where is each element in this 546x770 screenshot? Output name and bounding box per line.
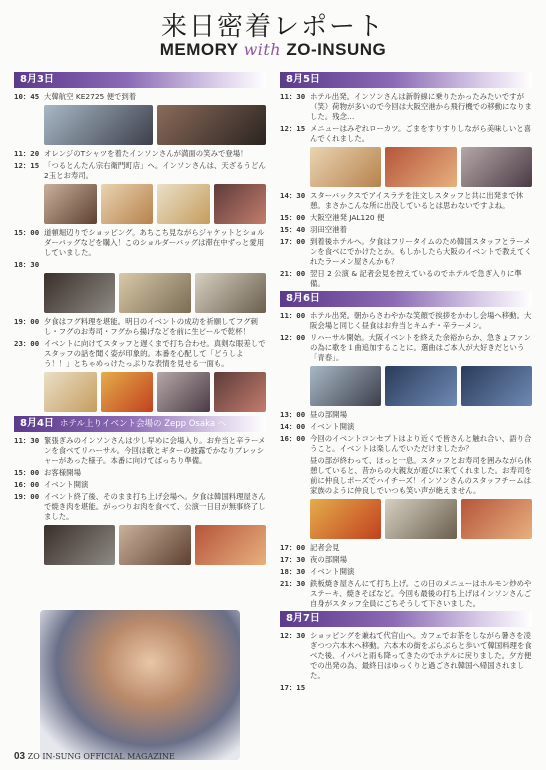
time: 14：30 xyxy=(280,191,306,200)
desc: ホテル出発。インソンさんは新幹線に乗りたかったみたいですが（笑）荷物が多いので今回は大阪空港から飛行機での移動になりました。残念… xyxy=(310,92,532,121)
time: 12：30 xyxy=(280,631,306,640)
desc: 大韓航空 KE2725 便で到着 xyxy=(44,92,137,101)
right-column xyxy=(280,72,532,695)
desc: オレンジのTシャツを着たインソンさんが満面の笑みで登場！ xyxy=(44,149,248,158)
photo xyxy=(157,184,210,224)
time: 10：45 xyxy=(14,92,40,101)
time: 11：30 xyxy=(280,92,306,101)
page-footer xyxy=(14,751,175,762)
time: 16：00 xyxy=(280,434,306,443)
time: 12：00 xyxy=(280,333,306,342)
schedule-row xyxy=(280,92,532,122)
desc: 緊張ぎみのインソンさんは少し早めに会場入り。お弁当と辛ラーメンを食べてリハーサル。今回は歌とギターの披露でかなりプレッシャーがあった様子。本番に向けてばっちり準備。 xyxy=(44,436,266,465)
schedule-row xyxy=(280,567,532,577)
photo xyxy=(44,184,97,224)
time: 18：30 xyxy=(280,567,306,576)
time: 12：15 xyxy=(14,161,40,170)
desc: お客様開場 xyxy=(44,468,81,477)
desc: 鉄板焼き屋さんにて打ち上げ。この日のメニューはホルモン炒めやステーキ、焼きそばなど。今回も最後の打ち上げはインソンさんご自身がスタッフ全員にごちそうして下さいました。 xyxy=(310,579,532,608)
photo xyxy=(385,499,456,539)
time: 11：30 xyxy=(14,436,40,445)
photo-strip xyxy=(44,184,266,224)
day-header-aug3 xyxy=(14,72,266,88)
photo xyxy=(461,499,532,539)
subtitle-pre: MEMORY xyxy=(159,40,244,59)
desc: ショッピングを兼ねて代官山へ。カフェでお茶をしながら暑さを凌ぎつつ六本木へ移動。六本木の街をぶらぶらと歩いて韓国料理を食べた後、イパパと雨も降ってきたのでホテルに戻りました。夕方便での出発の為、最終日はゆっくりと過ごされ韓国へ帰国されました。 xyxy=(310,631,532,680)
photo xyxy=(157,105,266,145)
time: 17：30 xyxy=(280,555,306,564)
desc: 夕食はフグ料理を堪能。明日のイベントの成功を祈願してフグ刺し・フグのお寿司・フグから揚げなどを前に生ビールで乾杯！ xyxy=(44,317,258,336)
schedule-row xyxy=(280,237,532,267)
photo xyxy=(214,184,267,224)
schedule-row xyxy=(14,149,266,159)
portrait-photo xyxy=(40,610,240,760)
day-header-aug5 xyxy=(280,72,532,88)
day-header-aug6 xyxy=(280,291,532,307)
desc: 道頓堀辺りでショッピング。あちこち見ながらジャケットとショルダーバッグなどを購入！このショルダーバッグは滞在中ずっと愛用していました。 xyxy=(44,228,265,257)
desc xyxy=(310,683,532,693)
desc: ホテル出発。朝からさわやかな笑顔で挨拶をかわし会場へ移動。大阪会場と同じく昼食はお弁当とキムチ・辛ラーメン。 xyxy=(310,311,532,330)
time: 14：00 xyxy=(280,422,306,431)
schedule-row xyxy=(280,555,532,565)
desc: イベント開演 xyxy=(310,567,355,576)
photo xyxy=(385,147,456,187)
time: 19：00 xyxy=(14,492,40,501)
schedule-row xyxy=(280,191,532,211)
photo-strip xyxy=(310,366,532,406)
schedule-row xyxy=(280,311,532,331)
day-label: 8月6日 xyxy=(286,293,320,304)
photo xyxy=(44,525,115,565)
time xyxy=(280,456,310,496)
photo xyxy=(157,372,210,412)
page-title: 来日密着レポート xyxy=(160,12,385,42)
desc: 昼の部開場 xyxy=(310,410,347,419)
desc: イベント終了後、そのまま打ち上げ会場へ。夕食は韓国料理屋さんで焼き肉を堪能。がっつりお肉を食べて、公演一日目が無事終了しました。 xyxy=(44,492,266,521)
photo-strip xyxy=(44,105,266,145)
desc: イベント開演 xyxy=(310,422,355,431)
schedule-row xyxy=(280,213,532,223)
photo xyxy=(44,273,115,313)
day-sub: ホテル上りイベント会場の Zepp Osaka へ xyxy=(59,419,227,429)
schedule-row xyxy=(280,579,532,609)
photo xyxy=(101,372,154,412)
day-label: 8月5日 xyxy=(286,74,320,85)
schedule-row xyxy=(280,631,532,681)
day-label: 8月7日 xyxy=(286,613,320,624)
photo xyxy=(195,525,266,565)
desc: 記者会見 xyxy=(310,543,340,552)
schedule-row xyxy=(14,480,266,490)
schedule-row xyxy=(14,317,266,337)
schedule-row xyxy=(280,124,532,144)
desc xyxy=(44,260,266,270)
time: 17：00 xyxy=(280,543,306,552)
time: 11：20 xyxy=(14,149,40,158)
page-number: 03 xyxy=(14,751,26,762)
time: 23：00 xyxy=(14,339,40,348)
photo xyxy=(310,366,381,406)
schedule-row xyxy=(14,260,266,270)
day-header-aug4 xyxy=(14,416,266,432)
day-label: 8月3日 xyxy=(20,74,54,85)
photo-strip xyxy=(310,499,532,539)
time: 15：00 xyxy=(280,213,306,222)
schedule-row xyxy=(280,410,532,420)
photo-strip xyxy=(44,372,266,412)
desc: 「つるとんたん宗右衛門町店」へ。インソンさんは、天ざるうどん2玉とお寿司。 xyxy=(44,161,266,180)
photo xyxy=(101,184,154,224)
time: 17：15 xyxy=(280,683,306,692)
schedule-row xyxy=(14,468,266,478)
desc: 大阪空港発 JAL120 便 xyxy=(310,213,385,222)
subtitle-with: with xyxy=(243,40,282,59)
schedule-row xyxy=(14,228,266,258)
desc: メニューはみぞれローカツ。ごまをすりすりしながら美味しいと喜んでくれました。 xyxy=(310,124,532,143)
desc: スターバックスでアイスラテを注文しスタッフと共に出発まで休憩。まさかこんな所に出没しているとは思わないですよね。 xyxy=(310,191,524,210)
schedule-row xyxy=(280,269,532,289)
time: 12：15 xyxy=(280,124,306,133)
desc: イベントに向けてスタッフと遅くまで打ち合わせ。真剣な眼差しでスタッフの話を聞く姿が印象的。本番を心配して「どうしよう！！」とちゃめっけたっぷりな表情を見せる一面も。 xyxy=(44,339,266,368)
photo xyxy=(461,147,532,187)
day-header-aug7 xyxy=(280,611,532,627)
photo-strip xyxy=(310,147,532,187)
magazine-name: ZO IN-SUNG OFFICIAL MAGAZINE xyxy=(27,752,175,761)
desc: 夜の部開場 xyxy=(310,555,347,564)
time: 15：00 xyxy=(14,228,40,237)
desc: 翌日 2 公演 & 記者会見を控えているのでホテルで急ぎ入りに準備。 xyxy=(310,269,522,288)
time: 17：00 xyxy=(280,237,306,246)
photo xyxy=(385,366,456,406)
time: 11：00 xyxy=(280,311,306,320)
photo xyxy=(195,273,266,313)
time: 15：40 xyxy=(280,225,306,234)
time: 16：00 xyxy=(14,480,40,489)
subtitle-post: ZO-INSUNG xyxy=(281,40,387,59)
schedule-row xyxy=(14,492,266,522)
schedule-row xyxy=(14,339,266,369)
desc: 羽田空港着 xyxy=(310,225,347,234)
schedule-row xyxy=(280,434,532,454)
day-label: 8月4日 xyxy=(20,418,54,429)
desc: 今回のイベントコンセプトはより近くで皆さんと触れ合い、語り合うこと。イベントは楽しんでいただけましたか？ xyxy=(310,434,532,453)
desc: 到着後ホテルへ。夕食はフリータイムのため韓国スタッフとラーメンを食べにでかけたとか。もしかしたら大阪のイベントで教えてくれたラーメン屋さんかも？ xyxy=(310,237,532,266)
schedule-row xyxy=(14,161,266,181)
schedule-row xyxy=(280,543,532,553)
left-column xyxy=(14,72,266,569)
schedule-row xyxy=(14,92,266,102)
time: 21：00 xyxy=(280,269,306,278)
schedule-row xyxy=(280,683,532,693)
schedule-row xyxy=(14,436,266,466)
desc: イベント開演 xyxy=(44,480,89,489)
photo-strip xyxy=(44,273,266,313)
photo xyxy=(310,147,381,187)
time: 13：00 xyxy=(280,410,306,419)
photo xyxy=(44,105,153,145)
schedule-row xyxy=(280,422,532,432)
photo xyxy=(310,499,381,539)
schedule-row xyxy=(280,333,532,363)
photo xyxy=(119,273,190,313)
photo xyxy=(44,372,97,412)
time: 21：30 xyxy=(280,579,306,588)
photo-strip xyxy=(44,525,266,565)
time: 18：30 xyxy=(14,260,40,269)
photo xyxy=(214,372,267,412)
photo xyxy=(461,366,532,406)
page-subtitle xyxy=(0,40,546,60)
time: 19：00 xyxy=(14,317,40,326)
time: 15：00 xyxy=(14,468,40,477)
schedule-row xyxy=(280,456,532,496)
photo xyxy=(119,525,190,565)
desc: リハーサル開始。大阪イベントを終えた余裕からか、急きょファンの為に歌を１曲追加することに。選曲はご本人が大好きだという「青春」。 xyxy=(310,333,531,362)
desc: 昼の部が終わって、ほっと一息。スタッフとお寿司を囲みながら休憩していると、昔からの大親友が遊びに来てくれました。お寿司を前に仲良しポーズでハイチーズ！インソンさんのスタッフチームは家族のように仲良しでいつも笑い声が絶えません。 xyxy=(310,456,532,495)
schedule-row xyxy=(280,225,532,235)
